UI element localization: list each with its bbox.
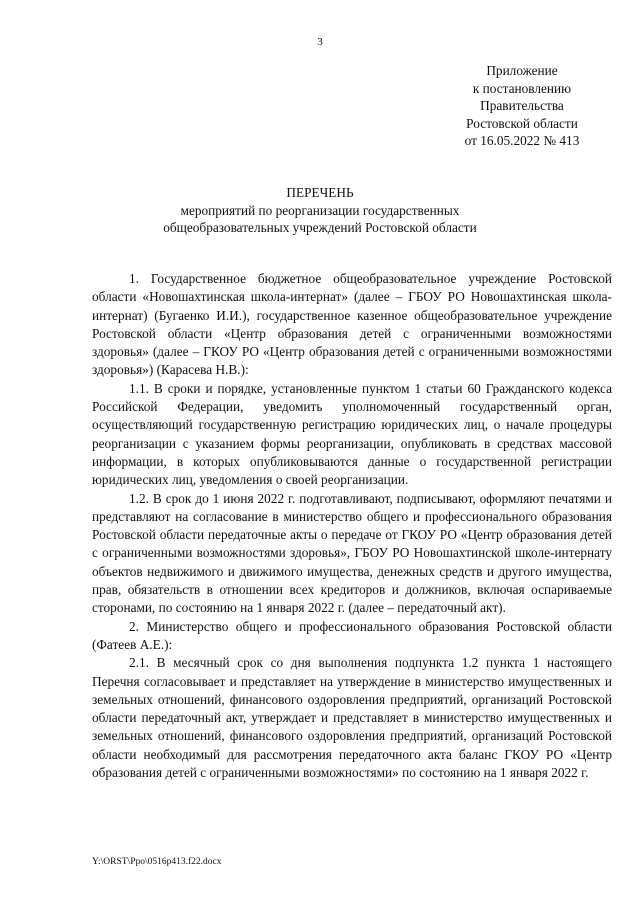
document-body [92,270,612,782]
paragraph-1-1: 1.1. В сроки и порядке, установленные пунктом 1 статьи 60 Гражданского кодекса Российской Федерации, уведомить уполномоченный государственный орган, осуществляющий государственную регистрацию юридических лиц, о начале процедуры реорганизации с указанием формы реорганизации, опубликовать в средствах массовой информации, в которых опубликовываются данные о государственной регистрации юридических лиц, уведомления о своей реорганизации. [92,380,612,488]
appendix-block [442,62,602,150]
title-heading: ПЕРЕЧЕНЬ [286,185,354,200]
paragraph-2: 2. Министерство общего и профессионального образования Ростовской области (Фатеев А.Е.): [92,618,612,652]
footer-file-path: Y:\ORST\Ppo\0516p413.f22.docx [92,857,222,867]
title-subtitle-line: общеобразовательных учреждений Ростовской области [163,220,477,236]
title-subtitle-line: мероприятий по реорганизации государственных [180,202,460,218]
appendix-line: от 16.05.2022 № 413 [464,133,580,149]
appendix-line: к постановлению [472,80,572,96]
paragraph-2-1: 2.1. В месячный срок со дня выполнения подпункта 1.2 пункта 1 настоящего Перечня согласовывает и представляет на утверждение в министерство имущественных и земельных отношений, финансового оздоровления предприятий, организаций Ростовской области передаточный акт, утверждает и представляет в министерство имущественных и земельных отношений, финансового оздоровления предприятий, организаций Ростовской области необходимый для рассмотрения передаточного акта баланс ГКОУ РО «Центр образования детей с ограниченными возможностями» по состоянию на 1 января 2022 г. [92,655,612,781]
page-number: 3 [317,36,323,48]
appendix-line: Правительства [480,98,564,114]
paragraph-1: 1. Государственное бюджетное общеобразовательное учреждение Ростовской области «Новошахтинская школа-интернат» (далее – ГБОУ РО Новошахтинская школа-интернат) (Бугаенко И.И.), государственное казенное общеобразовательное учреждение Ростовской области «Центр образования детей с ограниченными возможностями здоровья» (далее – ГКОУ РО «Центр образования детей с ограниченными возможностями здоровья») (Карасева Н.В.): [92,271,612,378]
appendix-line: Приложение [486,63,558,78]
document-title [0,184,640,237]
appendix-line: Ростовской области [466,115,578,131]
paragraph-1-2: 1.2. В срок до 1 июня 2022 г. подготавливают, подписывают, оформляют печатями и представляют на согласование в министерство общего и профессионального образования Ростовской области передаточные акты о передаче от ГКОУ РО «Центр образования детей с ограниченными возможностями здоровья», ГБОУ РО Новошахтинской школе-интернату объектов недвижимого и движимого имущества, денежных средств и другого имущества, прав, обязательств в отношении всех кредиторов и должников, включая оспариваемые сторонами, по состоянию на 1 января 2022 г. (далее – передаточный акт). [92,490,612,616]
